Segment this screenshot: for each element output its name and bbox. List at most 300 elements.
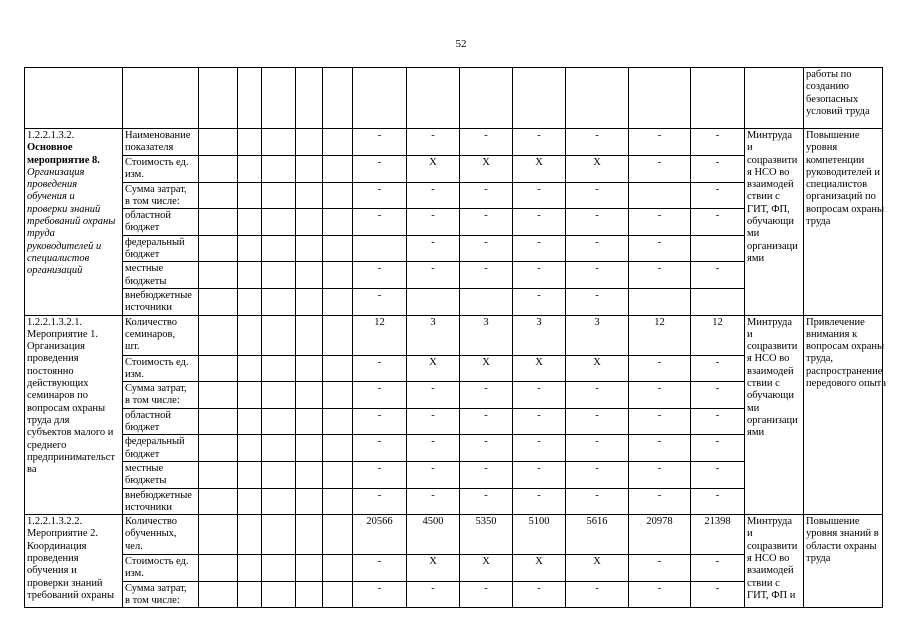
indicator-value: - — [353, 488, 407, 515]
indicator-value: 20978 — [629, 515, 691, 555]
empty-cell — [262, 555, 296, 582]
indicator-value: - — [460, 488, 513, 515]
indicator-value: - — [353, 355, 407, 382]
empty-cell — [296, 235, 323, 262]
indicator-name-line: бюджет — [125, 249, 160, 261]
activity-description-line: обучения и — [27, 565, 77, 577]
indicator-value: - — [629, 581, 691, 608]
executor-line: организаци — [747, 414, 798, 426]
indicator-value — [353, 235, 407, 262]
indicator-value: - — [407, 182, 460, 209]
indicator-value: - — [353, 156, 407, 183]
empty-cell — [25, 68, 123, 129]
empty-cell — [691, 68, 745, 129]
indicator-value: - — [566, 182, 629, 209]
indicator-value: - — [353, 461, 407, 488]
indicator-name-line: бюджет — [125, 422, 160, 434]
executor-cell — [745, 129, 804, 316]
empty-cell — [199, 288, 238, 315]
expected-result-line: созданию — [806, 81, 849, 93]
indicator-value: - — [407, 581, 460, 608]
indicator-value: - — [566, 461, 629, 488]
continuation-row — [25, 68, 883, 129]
empty-cell — [296, 209, 323, 236]
indicator-value: - — [691, 555, 745, 582]
executor-line: ми — [747, 228, 760, 240]
empty-cell — [513, 68, 566, 129]
indicator-value — [629, 182, 691, 209]
activity-description-line: проверки знаний — [27, 203, 101, 215]
expected-result-line: области охраны — [806, 540, 877, 552]
empty-cell — [238, 382, 262, 409]
empty-cell — [262, 68, 296, 129]
indicator-value: X — [513, 355, 566, 382]
expected-result-line: вопросам охраны — [806, 203, 885, 215]
indicator-name-line: внебюджетные — [125, 289, 192, 301]
empty-cell — [238, 288, 262, 315]
indicator-name-line: областной — [125, 210, 171, 222]
activity-description-line: вопросам охраны — [27, 402, 106, 414]
empty-cell — [296, 461, 323, 488]
indicator-value: - — [566, 408, 629, 435]
indicator-value: - — [460, 435, 513, 462]
executor-line: ствии с — [747, 577, 780, 589]
empty-cell — [323, 262, 353, 289]
indicator-name-cell — [123, 408, 199, 435]
executor-cell — [745, 315, 804, 515]
expected-result-line: труда — [806, 553, 831, 565]
empty-cell — [262, 488, 296, 515]
empty-cell — [296, 156, 323, 183]
empty-cell — [238, 235, 262, 262]
indicator-value: 3 — [407, 315, 460, 355]
empty-cell — [353, 68, 407, 129]
executor-line: ями — [747, 427, 765, 439]
executor-line: я НСО во — [747, 553, 790, 565]
empty-cell — [460, 68, 513, 129]
indicator-value: X — [407, 156, 460, 183]
activity-description-line: требований охраны — [27, 216, 116, 228]
indicator-value: - — [691, 262, 745, 289]
indicator-value: - — [629, 408, 691, 435]
expected-result-line: передового опыта — [806, 378, 887, 390]
indicator-name-line: федеральный — [125, 436, 185, 448]
activity-description-line: Мероприятие 1. — [27, 328, 99, 340]
empty-cell — [296, 262, 323, 289]
empty-cell — [262, 315, 296, 355]
empty-cell — [296, 555, 323, 582]
empty-cell — [323, 461, 353, 488]
expected-result-cell — [804, 129, 883, 316]
indicator-value: - — [460, 262, 513, 289]
empty-cell — [238, 68, 262, 129]
indicator-value: 4500 — [407, 515, 460, 555]
indicator-value: - — [629, 435, 691, 462]
indicator-name-cell — [123, 209, 199, 236]
empty-cell — [323, 182, 353, 209]
empty-cell — [323, 488, 353, 515]
empty-cell — [238, 355, 262, 382]
indicator-name-cell — [123, 262, 199, 289]
page-number: 52 — [455, 38, 467, 50]
indicator-value: X — [460, 156, 513, 183]
indicator-value: - — [513, 581, 566, 608]
activity-cell — [25, 315, 123, 515]
expected-result-line: вопросам охраны — [806, 341, 885, 353]
indicator-value: - — [566, 435, 629, 462]
indicator-value: - — [460, 581, 513, 608]
empty-cell — [323, 435, 353, 462]
indicator-value: 3 — [460, 315, 513, 355]
indicator-name-line: Сумма затрат, — [125, 383, 187, 395]
indicator-name-line: источники — [125, 501, 172, 513]
executor-line: взаимодей — [747, 565, 794, 577]
indicator-name-cell — [123, 461, 199, 488]
empty-cell — [323, 382, 353, 409]
executor-line: обучающи — [747, 216, 794, 228]
empty-cell — [199, 235, 238, 262]
activity-code: 1.2.2.1.3.2.2. — [27, 516, 83, 528]
activity-first-row — [25, 515, 883, 555]
executor-line: ГИТ, ФП и — [747, 589, 796, 601]
indicator-value: X — [566, 555, 629, 582]
indicator-value — [460, 288, 513, 315]
empty-cell — [262, 182, 296, 209]
indicator-name-cell — [123, 581, 199, 608]
executor-line: и — [747, 142, 753, 154]
indicator-name-line: источники — [125, 302, 172, 314]
empty-cell — [199, 382, 238, 409]
empty-cell — [238, 156, 262, 183]
empty-cell — [262, 408, 296, 435]
indicator-value: - — [691, 382, 745, 409]
indicator-name-line: показателя — [125, 142, 174, 154]
indicator-value: - — [353, 182, 407, 209]
indicator-value: - — [460, 129, 513, 156]
executor-line: ми — [747, 402, 760, 414]
empty-cell — [296, 315, 323, 355]
empty-cell — [296, 355, 323, 382]
indicator-value — [407, 288, 460, 315]
empty-cell — [296, 288, 323, 315]
executor-line: я НСО во — [747, 166, 790, 178]
activity-description-line: среднего — [27, 439, 67, 451]
indicator-value: X — [513, 555, 566, 582]
executor-line: взаимодей — [747, 179, 794, 191]
empty-cell — [238, 515, 262, 555]
indicator-name-line: Количество — [125, 316, 178, 328]
activity-description-line: проверки знаний — [27, 577, 103, 589]
indicator-value: - — [513, 182, 566, 209]
indicator-name-cell — [123, 129, 199, 156]
indicator-value: - — [691, 209, 745, 236]
empty-cell — [323, 129, 353, 156]
activity-description-line: действующих — [27, 378, 89, 390]
indicator-value: 12 — [691, 315, 745, 355]
indicator-value: - — [353, 555, 407, 582]
indicator-value: - — [566, 262, 629, 289]
expected-result-line: условий труда — [806, 105, 870, 117]
executor-line: ствии с — [747, 191, 780, 203]
indicator-value: - — [691, 408, 745, 435]
empty-cell — [296, 68, 323, 129]
activity-first-row — [25, 129, 883, 156]
indicator-value — [691, 235, 745, 262]
indicator-value: - — [353, 382, 407, 409]
empty-cell — [238, 435, 262, 462]
activity-heading-line: мероприятие 8. — [27, 154, 100, 166]
empty-cell — [238, 555, 262, 582]
indicator-value: 3 — [513, 315, 566, 355]
empty-cell — [407, 68, 460, 129]
empty-cell — [262, 355, 296, 382]
empty-cell — [238, 182, 262, 209]
expected-result-line: работы по — [806, 69, 852, 80]
indicator-value: 12 — [353, 315, 407, 355]
empty-cell — [323, 515, 353, 555]
empty-cell — [262, 129, 296, 156]
empty-cell — [296, 515, 323, 555]
empty-cell — [199, 182, 238, 209]
executor-line: ГИТ, ФП, — [747, 203, 790, 215]
indicator-value: - — [353, 288, 407, 315]
activity-description-line: Координация — [27, 540, 87, 552]
empty-cell — [262, 435, 296, 462]
empty-cell — [262, 581, 296, 608]
empty-cell — [199, 515, 238, 555]
indicator-value: - — [513, 209, 566, 236]
indicator-name-line: в том числе: — [125, 395, 180, 407]
expected-result-line: Повышение — [806, 516, 860, 528]
expected-result-cell — [804, 515, 883, 608]
expected-result-cell — [804, 315, 887, 515]
indicator-value: - — [629, 461, 691, 488]
indicator-value: - — [629, 382, 691, 409]
empty-cell — [323, 355, 353, 382]
indicator-value: - — [629, 209, 691, 236]
executor-line: ями — [747, 252, 765, 264]
indicator-name-cell — [123, 488, 199, 515]
empty-cell — [238, 315, 262, 355]
executor-line: Минтруда — [747, 316, 792, 328]
activity-description-line: проведения — [27, 553, 79, 565]
indicator-value: - — [513, 262, 566, 289]
indicator-value — [691, 288, 745, 315]
empty-cell — [199, 262, 238, 289]
indicator-value: - — [513, 382, 566, 409]
indicator-name-line: изм. — [125, 169, 144, 181]
activity-code: 1.2.2.1.3.2. — [27, 130, 75, 141]
indicator-value: 12 — [629, 315, 691, 355]
executor-line: ствии с — [747, 378, 780, 390]
empty-cell — [323, 209, 353, 236]
indicator-value: - — [513, 129, 566, 156]
empty-cell — [123, 68, 199, 129]
activity-cell — [25, 129, 123, 316]
indicator-name-line: семинаров, — [125, 328, 176, 340]
indicator-value: - — [691, 461, 745, 488]
indicator-value: - — [407, 382, 460, 409]
indicator-value: X — [407, 355, 460, 382]
indicator-value: - — [407, 435, 460, 462]
executor-line: Минтруда — [747, 130, 792, 141]
empty-cell — [323, 235, 353, 262]
activity-table — [24, 67, 887, 608]
indicator-value: - — [407, 262, 460, 289]
indicator-value: - — [460, 209, 513, 236]
empty-cell — [566, 68, 629, 129]
expected-result-line: внимания к — [806, 328, 858, 340]
indicator-name-line: бюджет — [125, 448, 160, 460]
executor-line: и — [747, 528, 753, 540]
indicator-value: - — [460, 408, 513, 435]
activity-description-line: труда — [27, 228, 55, 240]
executor-line: я НСО во — [747, 353, 790, 365]
indicator-value: - — [513, 408, 566, 435]
indicator-value: X — [566, 156, 629, 183]
indicator-value: - — [629, 156, 691, 183]
activity-code: 1.2.2.1.3.2.1. — [27, 316, 83, 328]
executor-line: соцразвити — [747, 540, 798, 552]
indicator-name-line: шт. — [125, 341, 140, 353]
indicator-name-line: Наименование — [125, 130, 191, 141]
indicator-value: X — [460, 355, 513, 382]
indicator-name-line: Стоимость ед. — [125, 556, 189, 568]
indicator-name-line: бюджеты — [125, 475, 167, 487]
activity-description-line: постоянно — [27, 365, 74, 377]
expected-result-line: труда, — [806, 353, 834, 365]
activity-description-line: требований охраны — [27, 589, 115, 601]
empty-cell — [199, 156, 238, 183]
empty-cell — [238, 408, 262, 435]
empty-cell — [323, 315, 353, 355]
activity-description-line: труда для — [27, 414, 70, 426]
activity-description-line: ва — [27, 464, 37, 476]
activity-first-row — [25, 315, 883, 355]
indicator-value: - — [353, 408, 407, 435]
indicator-name-line: чел. — [125, 540, 143, 552]
indicator-value: X — [460, 555, 513, 582]
indicator-value: 3 — [566, 315, 629, 355]
indicator-value: - — [353, 129, 407, 156]
indicator-value: - — [566, 488, 629, 515]
indicator-name-line: областной — [125, 409, 171, 421]
indicator-name-cell — [123, 435, 199, 462]
activity-description-line: субъектов малого и — [27, 427, 114, 439]
indicator-value: - — [353, 262, 407, 289]
empty-cell — [262, 515, 296, 555]
empty-cell — [199, 555, 238, 582]
indicator-value: - — [691, 182, 745, 209]
activity-table-body — [25, 68, 887, 608]
indicator-name-line: в том числе: — [125, 595, 180, 607]
indicator-value: - — [513, 488, 566, 515]
indicator-name-cell — [123, 515, 199, 555]
indicator-value: - — [353, 209, 407, 236]
indicator-value: - — [460, 235, 513, 262]
executor-line: соцразвити — [747, 341, 798, 353]
empty-cell — [296, 408, 323, 435]
empty-cell — [199, 315, 238, 355]
activity-description-line: Мероприятие 2. — [27, 528, 99, 540]
indicator-name-line: бюджет — [125, 222, 160, 234]
indicator-value: - — [353, 581, 407, 608]
activity-description-line: Организация — [27, 166, 85, 178]
empty-cell — [238, 209, 262, 236]
indicator-value: 20566 — [353, 515, 407, 555]
indicator-value: - — [513, 235, 566, 262]
empty-cell — [199, 581, 238, 608]
empty-cell — [238, 488, 262, 515]
empty-cell — [296, 488, 323, 515]
empty-cell — [296, 581, 323, 608]
indicator-value: - — [629, 129, 691, 156]
empty-cell — [262, 461, 296, 488]
executor-line: взаимодей — [747, 365, 794, 377]
activity-description-line: организаций — [27, 265, 83, 277]
indicator-value: 5100 — [513, 515, 566, 555]
indicator-name-line: обученных, — [125, 528, 177, 540]
indicator-value: - — [407, 209, 460, 236]
indicator-value — [629, 288, 691, 315]
indicator-name-line: местные — [125, 462, 164, 474]
activity-description-line: проведения — [27, 179, 78, 191]
empty-cell — [296, 129, 323, 156]
indicator-value: - — [566, 235, 629, 262]
indicator-name-cell — [123, 182, 199, 209]
expected-result-line: труда — [806, 216, 831, 228]
indicator-name-cell — [123, 555, 199, 582]
empty-cell — [262, 209, 296, 236]
indicator-value: 21398 — [691, 515, 745, 555]
indicator-value: - — [566, 581, 629, 608]
activity-heading-line: Основное — [27, 142, 73, 154]
empty-cell — [199, 408, 238, 435]
empty-cell — [238, 461, 262, 488]
expected-result-line: Привлечение — [806, 316, 865, 328]
activity-description-line: Организация — [27, 341, 85, 353]
indicator-name-line: изм. — [125, 368, 144, 380]
indicator-name-cell — [123, 235, 199, 262]
indicator-value: 5616 — [566, 515, 629, 555]
indicator-name-line: изм. — [125, 568, 144, 580]
executor-line: обучающи — [747, 390, 794, 402]
indicator-value: - — [566, 288, 629, 315]
indicator-value: - — [407, 129, 460, 156]
empty-cell — [262, 235, 296, 262]
indicator-name-line: Сумма затрат, — [125, 582, 187, 594]
expected-result-line: руководителей и — [806, 166, 880, 178]
empty-cell — [238, 129, 262, 156]
empty-cell — [262, 382, 296, 409]
indicator-name-line: Сумма затрат, — [125, 183, 187, 195]
indicator-name-line: в том числе: — [125, 195, 180, 207]
indicator-value: - — [353, 435, 407, 462]
expected-result-line: специалистов — [806, 179, 868, 191]
empty-cell — [323, 288, 353, 315]
indicator-value: - — [460, 382, 513, 409]
empty-cell — [296, 382, 323, 409]
empty-cell — [199, 488, 238, 515]
indicator-value: - — [629, 555, 691, 582]
indicator-value: - — [460, 182, 513, 209]
activity-description-line: руководителей и — [27, 240, 102, 252]
indicator-value: - — [629, 262, 691, 289]
activity-description-line: предпринимательст — [27, 451, 115, 463]
empty-cell — [296, 435, 323, 462]
expected-result-line: Повышение — [806, 130, 860, 141]
empty-cell — [323, 156, 353, 183]
